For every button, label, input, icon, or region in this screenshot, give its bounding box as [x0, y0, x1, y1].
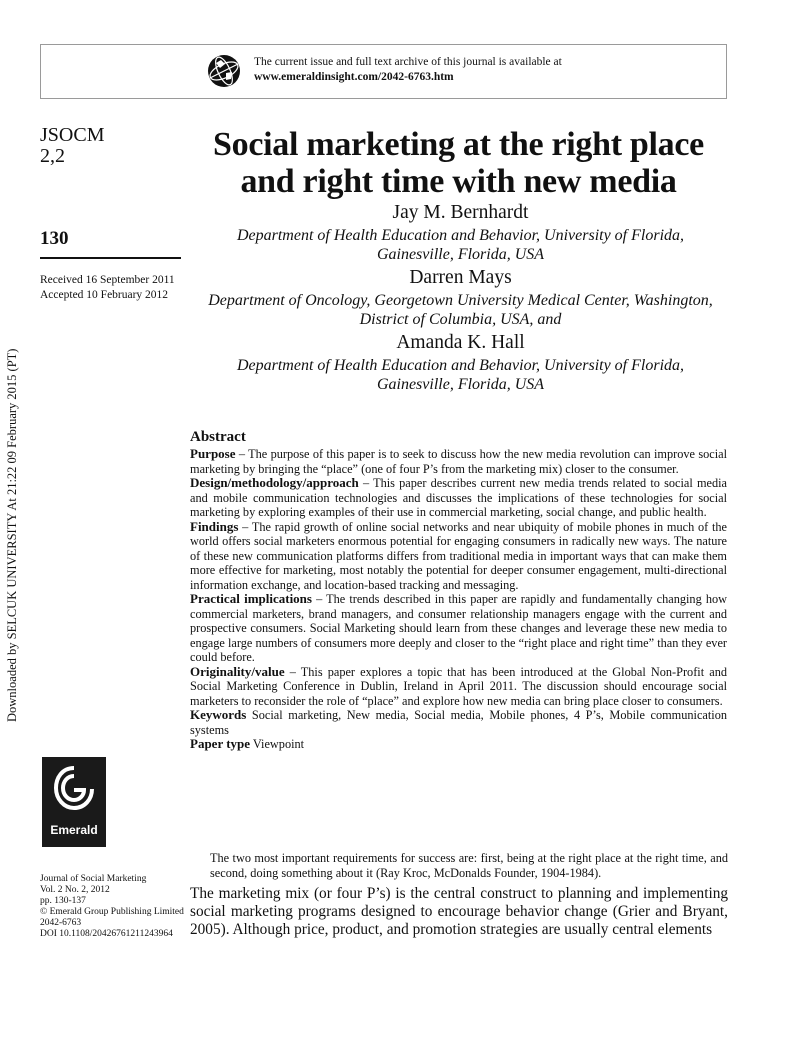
section-text: – This paper describes current new media trends related to social media and mobile communication technologies and discusses the implications of these technologies for social marketing by exploring examples of their use in commercial marketing, social change, and public health.	[190, 476, 727, 519]
archive-notice-text: The current issue and full text archive of this journal is available at	[254, 56, 562, 68]
citation-line: pp. 130-137	[40, 896, 86, 906]
abstract-keywords	[190, 708, 727, 737]
abstract-purpose	[190, 447, 727, 476]
affiliation-line: Department of Health Education and Behavior, University of Florida,	[236, 227, 685, 244]
abstract-originality	[190, 665, 727, 709]
author-name: Amanda K. Hall	[396, 332, 525, 353]
journal-url-link[interactable]: www.emeraldinsight.com/2042-6763.htm	[254, 71, 454, 83]
affiliation-line: Gainesville, Florida, USA	[376, 246, 545, 263]
section-label: Findings	[190, 518, 239, 534]
citation-line: 2042-6763	[40, 918, 82, 928]
journal-archive-notice	[254, 55, 562, 85]
section-text: – This paper explores a topic that has been introduced at the Global Non-Profit and Social Marketing Conference in Dublin, Ireland in April 2011. The discussion should encourage social marketers to reconsider the role of “place” and explore how new media can bring place closer to consumers.	[190, 664, 727, 708]
epigraph-quote: The two most important requirements for success are: first, being at the right place at the right time, and second, doing something about it (Ray Kroc, McDonalds Founder, 1904-1984).	[210, 851, 728, 880]
author-affiliation	[188, 356, 733, 394]
emerald-swirl-icon	[53, 764, 95, 812]
download-watermark	[2, 0, 22, 1057]
citation-line: Journal of Social Marketing	[40, 874, 147, 884]
body-paragraph: The marketing mix (or four P’s) is the central construct to planning and implementing social marketing programs designed to encourage behavior change (Grier and Bryant, 2005). Although price, product, and promotion strategies are usually central elements	[190, 885, 728, 938]
affiliation-line: Department of Health Education and Behavior, University of Florida,	[236, 357, 685, 374]
section-label: Purpose	[190, 446, 236, 461]
citation-line: Vol. 2 No. 2, 2012	[40, 885, 110, 895]
title-line: and right time with new media	[240, 163, 677, 200]
journal-citation	[40, 874, 184, 940]
received-date: Received 16 September 2011	[40, 274, 175, 286]
abstract-paper-type	[190, 737, 727, 752]
section-label: Paper type	[190, 736, 251, 751]
author-name: Darren Mays	[409, 267, 512, 288]
section-label: Design/methodology/approach	[190, 475, 359, 490]
citation-line: DOI 10.1108/20426761211243964	[40, 929, 173, 939]
accepted-date: Accepted 10 February 2012	[40, 288, 169, 301]
section-text: – The purpose of this paper is to seek to discuss how the new media revolution can improve social marketing by bringing the “place” (one of four P’s from the marketing mix) closer to the consumer.	[190, 447, 727, 476]
article-title	[186, 126, 731, 200]
emerald-logo	[42, 757, 106, 847]
download-watermark-text: Downloaded by SELCUK UNIVERSITY At 21:22 09 February 2015 (PT)	[5, 348, 19, 722]
globe-icon	[207, 54, 241, 88]
affiliation-line: Department of Oncology, Georgetown University Medical Center, Washington,	[208, 292, 713, 309]
section-text: – The trends described in this paper are rapidly and fundamentally changing how commercial marketers, brand managers, and consumer relationship managers engage with the current and prospective consumers. Social Marketing should learn from these changes and leverage these new media to engage large numbers of consumers more deeply and closer to the “right place and right time” than they ever could before.	[190, 592, 727, 664]
affiliation-line: Gainesville, Florida, USA	[376, 376, 545, 393]
journal-code-abbrev: JSOCM	[40, 124, 105, 146]
abstract-practical-implications	[190, 592, 727, 665]
affiliation-line: District of Columbia, USA, and	[359, 311, 562, 328]
section-label: Keywords	[190, 707, 247, 722]
abstract-design	[190, 476, 727, 520]
title-line: Social marketing at the right place	[213, 126, 704, 163]
section-text: Social marketing, New media, Social media, Mobile phones, 4 P’s, Mobile communication systems	[190, 708, 727, 737]
section-text: Viewpoint	[250, 737, 305, 751]
emerald-logo-label: Emerald	[50, 823, 98, 837]
abstract-findings	[190, 520, 727, 593]
submission-dates	[40, 273, 175, 302]
abstract-heading: Abstract	[190, 429, 246, 445]
section-text: – The rapid growth of online social networks and near ubiquity of mobile phones in much of the world offers social marketers enormous potential for engaging consumers in radically new ways. The nature of these new communication platforms differs from traditional media in important ways that can make them more effective for marketing, most notably the potential for deeper consumer engagement, multi-directional information exchange, and location-based tracking and messaging.	[190, 519, 727, 592]
section-label: Practical implications	[190, 591, 312, 606]
author-affiliation	[188, 226, 733, 264]
page-number-rule	[40, 257, 181, 259]
abstract	[190, 428, 727, 752]
author-name: Jay M. Bernhardt	[392, 202, 529, 223]
journal-volume-issue: 2,2	[40, 145, 65, 167]
section-label: Originality/value	[190, 663, 285, 679]
author-affiliation	[188, 291, 733, 329]
journal-code	[40, 125, 104, 167]
citation-line: © Emerald Group Publishing Limited	[40, 907, 184, 917]
page-number: 130	[40, 228, 69, 249]
